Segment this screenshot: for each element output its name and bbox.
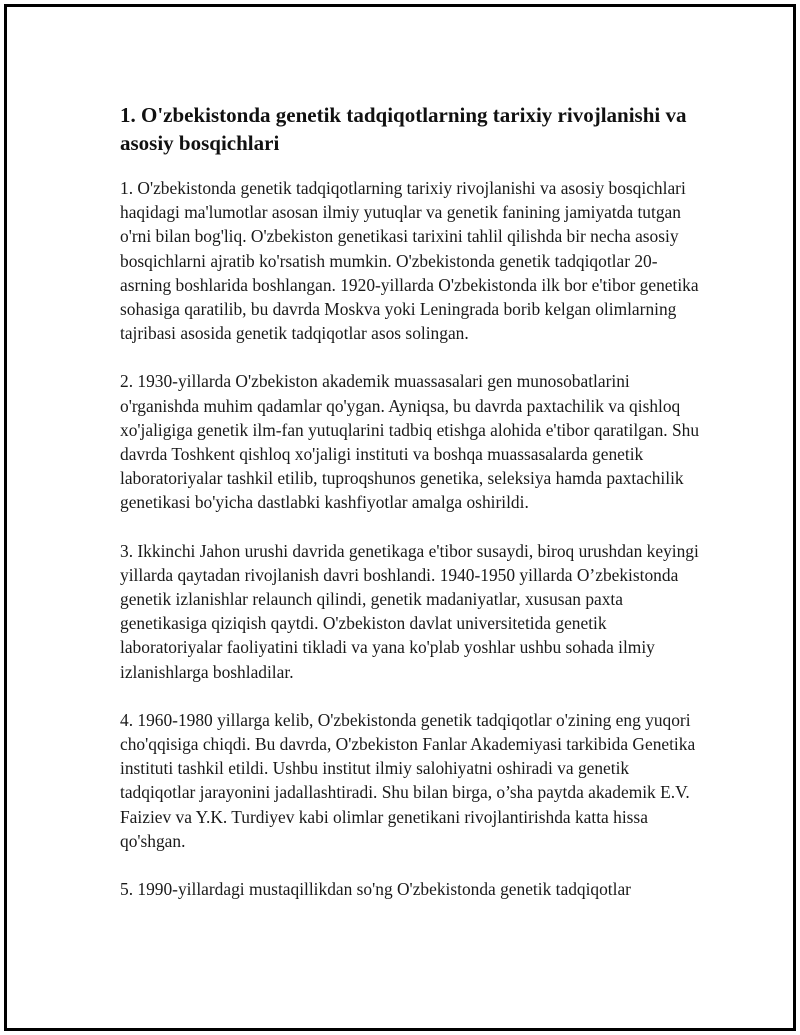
- paragraph-1: 1. O'zbekistonda genetik tadqiqotlarning tarixiy rivojlanishi va asosiy bosqichlari haqidagi ma'lumotlar asosan ilmiy yutuqlar va genetik fanining jamiyatda tutgan o'rni bilan bog'liq. O'zbekiston genetikasi tarixini tahlil qilishda bir necha asosiy bosqichlarni ajratib ko'rsatish mumkin. O'zbekistonda genetik tadqiqotlar 20-asrning boshlarida boshlangan. 1920-yillarda O'zbekistonda ilk bor e'tibor genetika sohasiga qaratilib, bu davrda Moskva yoki Leningrada borib kelgan olimlarning tajribasi asosida genetik tadqiqotlar asos solingan.: [120, 178, 699, 344]
- paragraph-2: 2. 1930-yillarda O'zbekiston akademik muassasalari gen munosobatlarini o'rganishda muhim qadamlar qo'ygan. Ayniqsa, bu davrda paxtachilik va qishloq xo'jaligiga genetik ilm-fan yutuqlarini tadbiq etishga alohida e'tibor qaratilgan. Shu davrda Toshkent qishloq xo'jaligi instituti va boshqa muassasalarda genetik laboratoriyalar tashkil etilib, tuproqshunos genetika, seleksiya hamda paxtachilik genetikasi bo'yicha dastlabki kashfiyotlar amalga oshirildi.: [120, 371, 700, 513]
- paragraph-3: 3. Ikkinchi Jahon urushi davrida genetikaga e'tibor susaydi, biroq urushdan keyingi yillarda qaytadan rivojlanish davri boshlandi. 1940-1950 yillarda O’zbekistonda genetik izlanishlar relaunch qilindi, genetik madaniyatlar, xususan paxta genetikasiga qiziqish qaytdi. O'zbekiston davlat universitetida genetik laboratoriyalar faoliyatini tikladi va yana ko'plab yoshlar ushbu sohada ilmiy izlanishlarga boshladilar.: [120, 540, 699, 682]
- page-frame: [4, 4, 796, 1031]
- document-heading: 1. O'zbekistonda genetik tadqiqotlarning tarixiy rivojlanishi va asosiy bosqichlari: [120, 103, 687, 155]
- paragraph-5: 5. 1990-yillardagi mustaqillikdan so'ng O'zbekistonda genetik tadqiqotlar: [120, 879, 631, 900]
- document-body: [120, 101, 700, 925]
- paragraph-4: 4. 1960-1980 yillarga kelib, O'zbekistonda genetik tadqiqotlar o'zining eng yuqori cho'qqisiga chiqdi. Bu davrda, O'zbekiston Fanlar Akademiyasi tarkibida Genetika instituti tashkil etildi. Ushbu institut ilmiy salohiyatni oshiradi va genetik tadqiqotlar jarayonini jadallashtiradi. Shu bilan birga, o’sha paytda akademik E.V. Faiziev va Y.K. Turdiyev kabi olimlar genetikani rivojlantirishda katta hissa qo'shgan.: [120, 709, 696, 851]
